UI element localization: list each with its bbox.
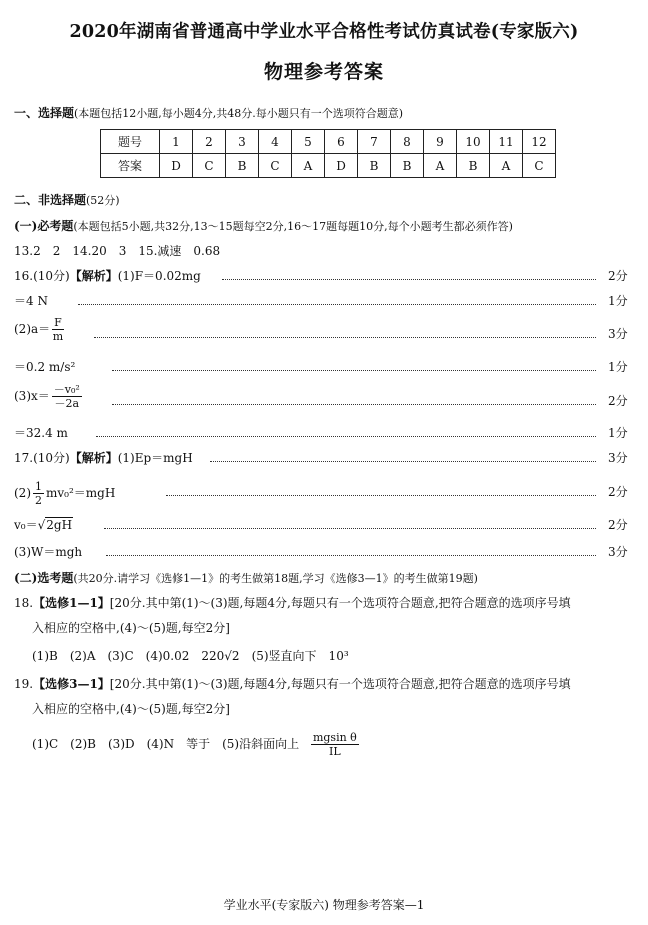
dot-leader	[96, 436, 596, 437]
table-cell: B	[391, 154, 424, 178]
q17-step2-rhs: mv₀²＝mgH	[46, 486, 116, 500]
q17-step2	[14, 480, 115, 507]
q16-line1	[14, 267, 201, 284]
table-cell: A	[292, 154, 325, 178]
dot-leader	[222, 279, 596, 280]
table-cell: D	[325, 154, 358, 178]
fraction-numerator: 1	[35, 480, 42, 493]
dot-leader	[78, 304, 596, 305]
q19-desc: [20分.其中第(1)～(3)题,每题4分,每题只有一个选项符合题意,把符合题意的选项序号填	[109, 677, 571, 691]
dot-leader	[112, 404, 596, 405]
page-footer: 学业水平(专家版六) 物理参考答案—1	[223, 898, 425, 912]
part2-head: 二、非选择题	[14, 193, 87, 207]
table-cell: A	[490, 154, 523, 178]
fraction-numerator: F	[54, 316, 62, 329]
q18-desc: [20分.其中第(1)～(3)题,每题4分,每题只有一个选项符合题意,把符合题意的选项序号填	[109, 596, 571, 610]
optional-heading	[14, 569, 478, 586]
q19-answer-text: (1)C (2)B (3)D (4)N 等于 (5)沿斜面向上	[32, 737, 300, 751]
q16-step5	[14, 383, 84, 410]
dot-leader	[166, 495, 596, 496]
fraction	[33, 480, 44, 507]
score: 1分	[608, 426, 628, 440]
table-cell: 5	[292, 130, 325, 154]
page-subtitle: 物理参考答案	[263, 61, 384, 83]
q18-line1	[14, 594, 571, 611]
q16-step5-lhs: (3)x＝	[14, 389, 50, 403]
fraction	[52, 383, 82, 410]
q17-line1	[14, 449, 193, 466]
score: 2分	[608, 394, 628, 408]
part1-heading	[14, 104, 403, 121]
part2-heading	[14, 191, 120, 208]
q19-line2: 入相应的空格中,(4)～(5)题,每空2分]	[32, 702, 230, 716]
fraction-denominator: m	[52, 330, 64, 343]
table-cell: B	[226, 154, 259, 178]
score: 1分	[608, 360, 628, 374]
part1-note: (本题包括12小题,每小题4分,共48分.每小题只有一个选项符合题意)	[74, 107, 404, 120]
part1-head: 一、选择题	[14, 106, 75, 120]
q16-step4: ＝0.2 m/s²	[14, 360, 76, 374]
q16-step3	[14, 316, 66, 343]
score: 2分	[608, 269, 628, 283]
score: 2分	[608, 518, 628, 532]
table-cell: 10	[457, 130, 490, 154]
table-header-number: 题号	[101, 130, 160, 154]
fraction-numerator: －v₀²	[53, 383, 80, 396]
table-cell: 3	[226, 130, 259, 154]
dot-leader	[210, 461, 596, 462]
score: 2分	[608, 485, 628, 499]
q19-tag: 【选修3—1】	[33, 677, 110, 691]
table-cell: 6	[325, 130, 358, 154]
required-heading	[14, 217, 513, 234]
table-cell: C	[193, 154, 226, 178]
answers-13-15: 13.2 2 14.20 3 15.减速 0.68	[14, 244, 221, 258]
q18-tag: 【选修1—1】	[33, 596, 110, 610]
q17-prefix: 17.(10分)	[14, 451, 70, 465]
q19-line1	[14, 675, 571, 692]
table-cell: 8	[391, 130, 424, 154]
q16-step3-lhs: (2)a＝	[14, 322, 51, 336]
q18-prefix: 18.	[14, 596, 34, 610]
required-note: (本题包括5小题,共32分,13～15题每空2分,16～17题每题10分,每个小题考生都必须作答)	[73, 220, 513, 233]
q17-step4: (3)W＝mgh	[14, 545, 83, 559]
part2-note: (52分)	[86, 194, 120, 207]
dot-leader	[94, 337, 596, 338]
q16-tag: 【解析】	[69, 269, 118, 283]
q17-step3: v₀＝√2gH	[14, 518, 73, 532]
table-cell: A	[424, 154, 457, 178]
table-row	[101, 154, 556, 178]
table-cell: 7	[358, 130, 391, 154]
q17-step2-lhs: (2)	[14, 486, 31, 500]
required-head: (一)必考题	[14, 219, 74, 233]
table-header-answer: 答案	[101, 154, 160, 178]
score: 1分	[608, 294, 628, 308]
q17-step3-lhs: v₀＝	[14, 518, 38, 532]
table-cell: C	[259, 154, 292, 178]
sqrt-radicand: 2gH	[46, 518, 73, 532]
table-cell: 9	[424, 130, 457, 154]
fraction	[52, 316, 64, 343]
q16-step6: ＝32.4 m	[14, 426, 68, 440]
table-cell: 11	[490, 130, 523, 154]
dot-leader	[112, 370, 596, 371]
q17-tag: 【解析】	[69, 451, 118, 465]
page-title: 2020年湖南省普通高中学业水平合格性考试仿真试卷(专家版六)	[69, 22, 579, 42]
table-cell: B	[358, 154, 391, 178]
table-cell: C	[523, 154, 556, 178]
q16-step1: (1)F＝0.02mg	[117, 269, 201, 283]
dot-leader	[106, 555, 596, 556]
fraction	[311, 731, 359, 758]
q19-answers	[32, 731, 361, 758]
fraction-denominator: 2	[35, 494, 42, 507]
table-cell: 4	[259, 130, 292, 154]
optional-note: (共20分.请学习《选修1—1》的考生做第18题,学习《选修3—1》的考生做第19题)	[73, 572, 478, 585]
dot-leader	[104, 528, 596, 529]
score: 3分	[608, 327, 628, 341]
q19-prefix: 19.	[14, 677, 34, 691]
fraction-denominator: －2a	[54, 397, 80, 410]
table-cell: 2	[193, 130, 226, 154]
table-cell: B	[457, 154, 490, 178]
optional-head: (二)选考题	[14, 571, 74, 585]
fraction-numerator: mgsin θ	[312, 731, 357, 744]
q18-answers: (1)B (2)A (3)C (4)0.02 220√2 (5)竖直向下 10³	[32, 649, 349, 663]
q17-step1: (1)Ep＝mgH	[117, 451, 193, 465]
q16-prefix: 16.(10分)	[14, 269, 70, 283]
score: 3分	[608, 451, 628, 465]
table-cell: 12	[523, 130, 556, 154]
fraction-denominator: IL	[329, 745, 341, 758]
table-cell: 1	[160, 130, 193, 154]
q18-line2: 入相应的空格中,(4)～(5)题,每空2分]	[32, 621, 230, 635]
table-row	[101, 130, 556, 154]
answer-table	[100, 129, 556, 178]
table-cell: D	[160, 154, 193, 178]
q16-step2: ＝4 N	[14, 294, 48, 308]
score: 3分	[608, 545, 628, 559]
